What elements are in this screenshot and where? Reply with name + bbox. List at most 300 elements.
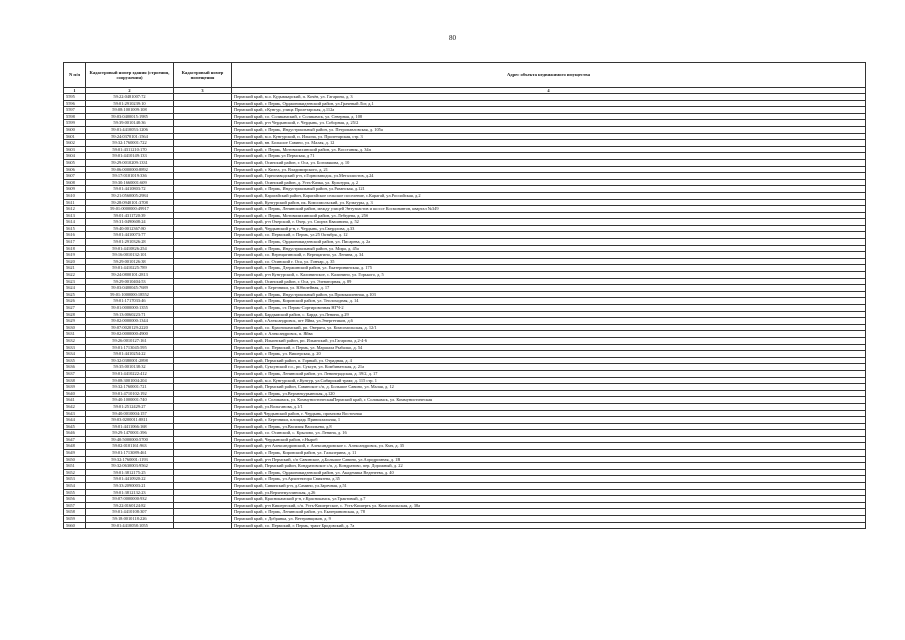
table-row: [64, 199, 866, 206]
building-cadastral-number: 59:01:4311210:170: [86, 146, 174, 153]
address-cell: Пермский край, р-н Александровский, г. Александровское с. Александровск, ул. Кмч, д. 35: [232, 443, 866, 450]
address-cell: Пермский край, Кунгурский район, пк. Комсомольский, ул. Культуры, д. 3: [232, 199, 866, 206]
row-number: 5613: [64, 212, 86, 219]
building-cadastral-number: 59:24:0800101:2813: [86, 272, 174, 279]
premise-cadastral-number: [174, 324, 232, 331]
table-row: [64, 173, 866, 180]
address-cell: Пермский край, м.о. Кунгурский, г.Кунгур, ул.Сибирский тракт, д. 115 стр. 1: [232, 377, 866, 384]
premise-cadastral-number: [174, 390, 232, 397]
row-number: 5643: [64, 410, 86, 417]
premise-cadastral-number: [174, 113, 232, 120]
address-cell: Пермский край, ул.Вольганова, д.1/1: [232, 403, 866, 410]
table-row: [64, 120, 866, 127]
table-row: [64, 146, 866, 153]
table-row: [64, 272, 866, 279]
table-body: [64, 94, 866, 529]
premise-cadastral-number: [174, 298, 232, 305]
table-row: [64, 351, 866, 358]
row-number: 5616: [64, 232, 86, 239]
building-cadastral-number: 59:01:1713045:595: [86, 344, 174, 351]
address-cell: Пермский край, Бардымский район, с. Барда, ул.Ленина, д.29: [232, 311, 866, 318]
table-row: [64, 94, 866, 101]
building-cadastral-number: 59:32:1760001:721: [86, 384, 174, 391]
building-cadastral-number: 59:01:2910326:28: [86, 239, 174, 246]
address-cell: Пермский край, р-н Пермский, с/п Савинское, д.Большое Савино, ул.Аэродромная, д. 1В: [232, 456, 866, 463]
premise-cadastral-number: [174, 456, 232, 463]
address-cell: Пермский край, г.о. Пермский, г. Пермь, ул.25 Октября, д. 12: [232, 232, 866, 239]
premise-cadastral-number: [174, 357, 232, 364]
row-number: 5606: [64, 166, 86, 173]
building-cadastral-number: 59:28:0940101:3708: [86, 199, 174, 206]
table-row: [64, 476, 866, 483]
table-row: [64, 469, 866, 476]
building-cadastral-number: 59:03:0400015:1985: [86, 113, 174, 120]
header-num: N п/п: [64, 63, 86, 88]
row-number: 5609: [64, 186, 86, 193]
address-cell: Пермский край, Сивинский р-н, д.Самино, ул.Заречная, д.51: [232, 483, 866, 490]
building-cadastral-number: 59:29:0010209:1331: [86, 159, 174, 166]
address-cell: Пермский край, вн. Большое Савино, ул. Малая, д. 12: [232, 140, 866, 147]
table-row: [64, 443, 866, 450]
row-number: 5632: [64, 337, 86, 344]
building-cadastral-number: 59:01:4410254:22: [86, 351, 174, 358]
building-cadastral-number: 59:29:1470001:396: [86, 430, 174, 437]
premise-cadastral-number: [174, 305, 232, 312]
building-cadastral-number: 59:01:4410108:307: [86, 509, 174, 516]
address-cell: Пермский край, г.Александровск, пгт Яйва, ул.Энергетиков, д.6: [232, 318, 866, 325]
building-cadastral-number: 59:16:0010132:101: [86, 252, 174, 259]
row-number: 5604: [64, 153, 86, 160]
table-row: [64, 219, 866, 226]
table-row: [64, 384, 866, 391]
premise-cadastral-number: [174, 265, 232, 272]
table-row: [64, 113, 866, 120]
row-number: 5610: [64, 192, 86, 199]
building-cadastral-number: 59:30:1660001:609: [86, 179, 174, 186]
table-row: [64, 357, 866, 364]
premise-cadastral-number: [174, 403, 232, 410]
address-cell: Пермский край, м.о. Кудымкарский, п. Кочёв, ул. Гагарина, д. 3: [232, 94, 866, 101]
row-number: 5642: [64, 403, 86, 410]
building-cadastral-number: 59:01:3812175:25: [86, 469, 174, 476]
building-cadastral-number: 59:24:0370101:1564: [86, 133, 174, 140]
address-cell: Пермский край, Пермский район, Кондратовское с/п, д. Кондратово, пер. Дорожный, д. 22: [232, 463, 866, 470]
premise-cadastral-number: [174, 430, 232, 437]
premise-cadastral-number: [174, 278, 232, 285]
row-number: 5618: [64, 245, 86, 252]
row-number: 5636: [64, 364, 86, 371]
premise-cadastral-number: [174, 502, 232, 509]
premise-cadastral-number: [174, 410, 232, 417]
header-building-cadastral: Кадастровый номер здания (строения, сооружения): [86, 63, 174, 88]
table-row: [64, 331, 866, 338]
row-number: 5601: [64, 133, 86, 140]
column-number: 4: [232, 88, 866, 94]
row-number: 5600: [64, 126, 86, 133]
address-cell: Пермский край, Чердынский р-н, г. Чердынь, ул.Свердлова, д.33: [232, 225, 866, 232]
address-cell: Пермский край, Пермский район, п. Горный, ул. Отрадная, д. 4: [232, 357, 866, 364]
premise-cadastral-number: [174, 120, 232, 127]
premise-cadastral-number: [174, 423, 232, 430]
premise-cadastral-number: [174, 397, 232, 404]
address-cell: Пермский край, ул.Верхнемуллинская, д.26: [232, 489, 866, 496]
address-cell: Пермский край, г. Пермь, ул. Вишерская, д. 20: [232, 351, 866, 358]
table-row: [64, 516, 866, 523]
premise-cadastral-number: [174, 344, 232, 351]
row-number: 5631: [64, 331, 86, 338]
address-cell: Пермский край, р-н Очерский, г. Очер, ул. Спорта Квашнина, д. 52: [232, 219, 866, 226]
address-cell: Пермский край, Пермский район, Савинское с/п, д. Большое Савино, ул. Малая, д. 12: [232, 384, 866, 391]
table-row: [64, 483, 866, 490]
premise-cadastral-number: [174, 206, 232, 213]
row-number: 5605: [64, 159, 86, 166]
row-number: 5648: [64, 443, 86, 450]
row-number: 5626: [64, 298, 86, 305]
premise-cadastral-number: [174, 94, 232, 101]
building-cadastral-number: 59:29:0010126:38: [86, 258, 174, 265]
row-number: 5623: [64, 278, 86, 285]
premise-cadastral-number: [174, 522, 232, 529]
table-row: [64, 159, 866, 166]
premise-cadastral-number: [174, 291, 232, 298]
address-cell: Пермский край, м.о. Кунгурский, п. Ильича, ул. Пролетарская, стр. 3: [232, 133, 866, 140]
table-row: [64, 265, 866, 272]
address-cell: Пермский край, Карагайский район, Карагайское сельское поселение, с.Карагай, ул.Российская, д.2: [232, 192, 866, 199]
address-cell: Пермский край, Краснокамский р-н, г.Краснокамск, ул.Трактовый, д.7: [232, 496, 866, 503]
row-number: 5646: [64, 430, 86, 437]
building-cadastral-number: 59:01:4410073:77: [86, 232, 174, 239]
premise-cadastral-number: [174, 318, 232, 325]
table-row: [64, 390, 866, 397]
building-cadastral-number: 59:40:1000001:740: [86, 397, 174, 404]
row-number: 5639: [64, 384, 86, 391]
table-row: [64, 318, 866, 325]
premise-cadastral-number: [174, 225, 232, 232]
building-cadastral-number: 59:40:5000000:5700: [86, 436, 174, 443]
building-cadastral-number: 59:06:0000000:8892: [86, 166, 174, 173]
address-cell: Пермский край, г. Пермь, Ленинский район, между улицей Энтузиастов и шоссе Космонавтов, квартал №349: [232, 206, 866, 213]
premise-cadastral-number: [174, 489, 232, 496]
premise-cadastral-number: [174, 443, 232, 450]
building-cadastral-number: 59:07:0000000:932: [86, 496, 174, 503]
premise-cadastral-number: [174, 476, 232, 483]
premise-cadastral-number: [174, 483, 232, 490]
building-cadastral-number: 59:35:0010138:32: [86, 364, 174, 371]
row-number: 5622: [64, 272, 86, 279]
row-number: 5597: [64, 107, 86, 114]
row-number: 5614: [64, 219, 86, 226]
row-number: 5603: [64, 146, 86, 153]
row-number: 5599: [64, 120, 86, 127]
building-cadastral-number: 59:02:0000000:4900: [86, 331, 174, 338]
premise-cadastral-number: [174, 351, 232, 358]
premise-cadastral-number: [174, 436, 232, 443]
row-number: 5653: [64, 476, 86, 483]
address-cell: Пермский край, г.о. Краснокамский, рп. Оверята, ул. Комсомольская, д. 12/1: [232, 324, 866, 331]
premise-cadastral-number: [174, 232, 232, 239]
row-number: 5644: [64, 417, 86, 424]
row-number: 5637: [64, 370, 86, 377]
row-number: 5608: [64, 179, 86, 186]
building-cadastral-number: 59:01:3812132:23: [86, 489, 174, 496]
address-cell: Пермский край, г. Пермь, Орджоникидзевский район, ул. Академика Веденеева, д. 40: [232, 469, 866, 476]
table-row: [64, 430, 866, 437]
row-number: 5660: [64, 522, 86, 529]
building-cadastral-number: 59:01:4410803:72: [86, 186, 174, 193]
address-cell: Пермский край Чердынский район, г. Чердынь, промзона Восточная: [232, 410, 866, 417]
building-cadastral-number: 59:29:0010404:53: [86, 278, 174, 285]
premise-cadastral-number: [174, 245, 232, 252]
address-cell: Пермский край, г. Пермь, ст. Пермь-Сортировочная НГЧ-2: [232, 305, 866, 312]
premise-cadastral-number: [174, 337, 232, 344]
address-cell: Пермский край, г. Пермь, ул.Архитектора Свиязева, д.35: [232, 476, 866, 483]
address-cell: Пермский край, р-н Чердынский, г. Чердынь, ул. Соборная, д. 25/2: [232, 120, 866, 127]
row-number: 5624: [64, 285, 86, 292]
row-number: 5645: [64, 423, 86, 430]
row-number: 5628: [64, 311, 86, 318]
premise-cadastral-number: [174, 311, 232, 318]
building-cadastral-number: 59:02:0101161:963: [86, 443, 174, 450]
premise-cadastral-number: [174, 285, 232, 292]
premise-cadastral-number: [174, 179, 232, 186]
premise-cadastral-number: [174, 384, 232, 391]
row-number: 5595: [64, 94, 86, 101]
row-number: 5640: [64, 390, 86, 397]
building-cadastral-number: 59:32:0630003:9562: [86, 463, 174, 470]
row-number: 5656: [64, 496, 86, 503]
row-number: 5651: [64, 463, 86, 470]
table-row: [64, 107, 866, 114]
table-row: [64, 126, 866, 133]
premise-cadastral-number: [174, 100, 232, 107]
premise-cadastral-number: [174, 212, 232, 219]
table-row: [64, 502, 866, 509]
row-number: 5647: [64, 436, 86, 443]
premise-cadastral-number: [174, 159, 232, 166]
row-number: 5596: [64, 100, 86, 107]
address-cell: Пермский край, г. Соликамск, ул. КоммунистическаяПермский край, г. Соликамск, ул. Коммунистическая: [232, 397, 866, 404]
building-cadastral-number: 59:01:2910239:10: [86, 100, 174, 107]
address-cell: Пермский край, Осинский район, г. Оса, ул. Богомякова, д. 10: [232, 159, 866, 166]
building-cadastral-number: 59:01:4410920:22: [86, 476, 174, 483]
premise-cadastral-number: [174, 219, 232, 226]
table-row: [64, 324, 866, 331]
building-cadastral-number: 59:03:0200011:8811: [86, 417, 174, 424]
building-cadastral-number: 59:01:4710102:192: [86, 390, 174, 397]
address-cell: Пермский край, г.Кунгур, улица Пролетарская, д.112а: [232, 107, 866, 114]
building-cadastral-number: 59:08:3001004:204: [86, 377, 174, 384]
row-number: 5635: [64, 357, 86, 364]
table-row: [64, 153, 866, 160]
row-number: 5634: [64, 351, 86, 358]
address-cell: Пермский край, г. Пермь, ул.Верхнекурьинская, д.120: [232, 390, 866, 397]
row-number: 5657: [64, 502, 86, 509]
row-number: 5627: [64, 305, 86, 312]
column-number: 3: [174, 88, 232, 94]
table-row: [64, 212, 866, 219]
table-row: [64, 305, 866, 312]
address-cell: Пермский край, Чердынский район, г.Ныроб: [232, 436, 866, 443]
row-number: 5649: [64, 450, 86, 457]
address-cell: Пермский край, Осинский район, д. Усть-Качка, ул. Культуры, д. 2: [232, 179, 866, 186]
premise-cadastral-number: [174, 239, 232, 246]
table-row: [64, 278, 866, 285]
building-cadastral-number: 59:33:2090003:21: [86, 483, 174, 490]
building-cadastral-number: 59:01:4410222:412: [86, 370, 174, 377]
table-row: [64, 423, 866, 430]
building-cadastral-number: 59:01:4411066:168: [86, 423, 174, 430]
building-cadastral-number: 59:01:4410225:789: [86, 265, 174, 272]
row-number: 5650: [64, 456, 86, 463]
premise-cadastral-number: [174, 192, 232, 199]
building-cadastral-number: 59:13:0060223:71: [86, 311, 174, 318]
building-cadastral-number: 59:21:0560005:2984: [86, 192, 174, 199]
building-cadastral-number: 59:01:4410058:1055: [86, 522, 174, 529]
table-row: [64, 489, 866, 496]
table-row: [64, 140, 866, 147]
building-cadastral-number: 59:01:4311720:39: [86, 212, 174, 219]
table-row: [64, 225, 866, 232]
building-cadastral-number: 59:40:0010004:157: [86, 410, 174, 417]
row-number: 5620: [64, 258, 86, 265]
page-number: 80: [449, 34, 456, 42]
table-row: [64, 403, 866, 410]
building-cadastral-number: 59:08:1001009:108: [86, 107, 174, 114]
table-row: [64, 417, 866, 424]
table-row: [64, 239, 866, 246]
address-cell: Пермский край, г.о. Верещагинский, г. Верещагино, ул. Ленина, д. 34: [232, 252, 866, 259]
premise-cadastral-number: [174, 252, 232, 259]
table-row: [64, 252, 866, 259]
table-row: [64, 436, 866, 443]
table-row: [64, 285, 866, 292]
table-row: [64, 337, 866, 344]
address-cell: Пермский край, г. Пермь, Индустриальный район, ул. Мира, д. 45а: [232, 245, 866, 252]
row-number: 5612: [64, 206, 86, 213]
premise-cadastral-number: [174, 450, 232, 457]
header-row: [64, 63, 866, 88]
building-cadastral-number: 59:01:1713089:461: [86, 450, 174, 457]
table-row: [64, 397, 866, 404]
address-cell: Пермский край, г. Пермь ул Пермская, д 71: [232, 153, 866, 160]
column-number: 1: [64, 88, 86, 94]
address-cell: Пермский край, г. Пермь, Орджоникидзевский район, ул.Грачевый Лог, д.1: [232, 100, 866, 107]
building-cadastral-number: 59:01:2512429:27: [86, 403, 174, 410]
address-cell: Пермский край, г. Березники, площадь Привокзальная, 1: [232, 417, 866, 424]
table-row: [64, 463, 866, 470]
table-row: [64, 245, 866, 252]
address-cell: Пермский край, г. Пермь, ул.Василия Васильева, д.8: [232, 423, 866, 430]
address-cell: Пермский край, г.о. Осинский г. Оса, ул. Гончар, д. 35: [232, 258, 866, 265]
row-number: 5629: [64, 318, 86, 325]
premise-cadastral-number: [174, 140, 232, 147]
row-number: 5638: [64, 377, 86, 384]
address-cell: Пермский край, г. Пермь, Кировский район, ул. Теплоходная, д. 14: [232, 298, 866, 305]
row-number: 5617: [64, 239, 86, 246]
header-address: Адрес объекта недвижимого имущества: [232, 63, 866, 88]
building-cadastral-number: 59:02:0000000:1344: [86, 318, 174, 325]
address-cell: Пермский край, Горнозаводский р-н, г.Горнозаводск, ул.Металлистов, д.24: [232, 173, 866, 180]
premise-cadastral-number: [174, 272, 232, 279]
table-row: [64, 291, 866, 298]
premise-cadastral-number: [174, 463, 232, 470]
row-number: 5611: [64, 199, 86, 206]
row-number: 5655: [64, 489, 86, 496]
table-row: [64, 344, 866, 351]
table-row: [64, 186, 866, 193]
address-cell: Пермский край, Осинский район, г. Оса, ул. Элеваторная, д. 89: [232, 278, 866, 285]
row-number: 5652: [64, 469, 86, 476]
table-row: [64, 522, 866, 529]
address-cell: Пермский край, р-н Кишертский, с/п. Усть-Кишертское, с. Усть-Кишерть ул. Комсомольская, д. 38а: [232, 502, 866, 509]
building-cadastral-number: 59:32:1760001:1193: [86, 456, 174, 463]
table-row: [64, 192, 866, 199]
premise-cadastral-number: [174, 516, 232, 523]
address-cell: Пермский край, г. Пермь, Орджоникидзевский район, ул. Писарева, д. 2а: [232, 239, 866, 246]
table-row: [64, 377, 866, 384]
address-cell: Пермский край, г.о. Пермский, г. Пермь, тракт Бродовский, д. 7а: [232, 522, 866, 529]
building-cadastral-number: 59:01:4410053:1206: [86, 126, 174, 133]
table-row: [64, 206, 866, 213]
premise-cadastral-number: [174, 377, 232, 384]
row-number: 5654: [64, 483, 86, 490]
row-number: 5602: [64, 140, 86, 147]
column-number: 2: [86, 88, 174, 94]
header-premise-cadastral: Кадастровый номер помещения: [174, 63, 232, 88]
row-number: 5619: [64, 252, 86, 259]
table-row: [64, 364, 866, 371]
address-cell: Пермский край, г. Пермь, Мотовилихинский район, ул. Восстания, д. 34п: [232, 146, 866, 153]
premise-cadastral-number: [174, 153, 232, 160]
building-cadastral-number: 59:22:0481007:72: [86, 94, 174, 101]
premise-cadastral-number: [174, 146, 232, 153]
table-row: [64, 496, 866, 503]
table-row: [64, 311, 866, 318]
premise-cadastral-number: [174, 509, 232, 516]
row-number: 5630: [64, 324, 86, 331]
building-cadastral-number: 59:07:0020129:2220: [86, 324, 174, 331]
premise-cadastral-number: [174, 469, 232, 476]
building-cadastral-number: 59:03:0400045:7689: [86, 285, 174, 292]
table-row: [64, 456, 866, 463]
table-row: [64, 179, 866, 186]
premise-cadastral-number: [174, 331, 232, 338]
table-row: [64, 232, 866, 239]
building-cadastral-number: 59:01:1000000:18552: [86, 291, 174, 298]
address-cell: Пермский край, г. Пермь, Индустриальный район, ул.Промышленная, д.103: [232, 291, 866, 298]
building-cadastral-number: 59:17:0101019:336: [86, 173, 174, 180]
address-cell: Пермский край, г.о. Соликамский, г. Соликамск, ул. Северная, д. 108: [232, 113, 866, 120]
building-cadastral-number: 59:01:0000000:49917: [86, 206, 174, 213]
table-row: [64, 258, 866, 265]
row-number: 5641: [64, 397, 86, 404]
premise-cadastral-number: [174, 199, 232, 206]
row-number: 5625: [64, 291, 86, 298]
building-cadastral-number: 59:31:0490608:24: [86, 219, 174, 226]
row-number: 5607: [64, 173, 86, 180]
building-cadastral-number: 59:26:0010127:161: [86, 337, 174, 344]
premise-cadastral-number: [174, 258, 232, 265]
address-cell: Пермский край, Суксунский г.о., рп. Суксун, ул. Комбинатская, д. 21а: [232, 364, 866, 371]
table-row: [64, 166, 866, 173]
table-row: [64, 450, 866, 457]
table-row: [64, 509, 866, 516]
premise-cadastral-number: [174, 370, 232, 377]
building-cadastral-number: 59:39:0010148:36: [86, 120, 174, 127]
premise-cadastral-number: [174, 364, 232, 371]
premise-cadastral-number: [174, 166, 232, 173]
building-cadastral-number: 59:22:0160124:82: [86, 502, 174, 509]
